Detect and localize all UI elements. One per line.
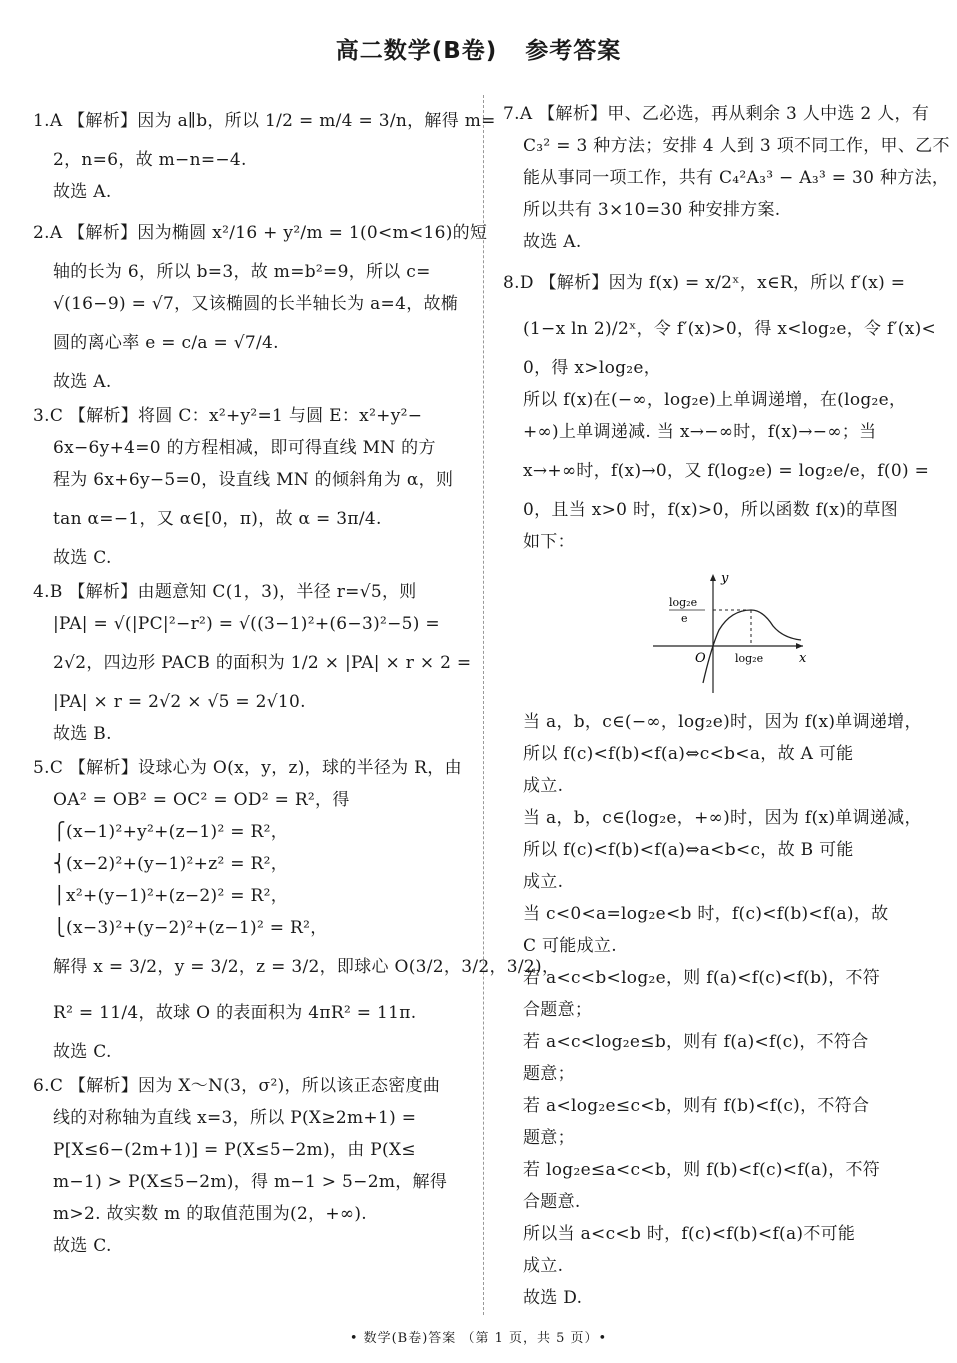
answer-line: 3.C 【解析】将圆 C：x²+y²=1 与圆 E：x²+y²− — [33, 406, 423, 426]
answer-line: 0，得 x>log₂e， — [523, 358, 662, 378]
answer-line: 6x−6y+4=0 的方程相减，即可得直线 MN 的方 — [53, 438, 436, 458]
answer-line: x→+∞时，f(x)→0，又 f(log₂e) = log₂e/e，f(0) = — [523, 461, 930, 481]
answer-4 — [33, 576, 472, 750]
answer-line: (1−x ln 2)/2ˣ，令 f′(x)>0，得 x<log₂e，令 f′(x)< — [523, 319, 937, 339]
answer-line: 能从事同一项工作，共有 C₄²A₃³ − A₃³ = 30 种方法， — [523, 168, 950, 188]
answer-line: 故选 A. — [53, 182, 112, 202]
answer-line: 解得 x = 3/2，y = 3/2，z = 3/2，即球心 O(3/2，3/2，3/2)， — [53, 957, 560, 977]
equation-system-line: ⎧(x−1)²+y²+(z−1)² = R²， — [53, 822, 289, 842]
x-axis-label: x — [799, 651, 807, 666]
answer-line: |PA| × r = 2√2 × √5 = 2√10. — [53, 692, 306, 712]
answer-line: 轴的长为 6，所以 b=3，故 m=b²=9，所以 c= — [53, 262, 431, 282]
x-axis-arrow — [796, 643, 803, 649]
answer-line: 所以当 a<c<b 时，f(c)<f(b)<f(a)不可能 — [523, 1224, 856, 1244]
y-mark-denominator: e — [681, 612, 688, 625]
answer-line: 7.A 【解析】甲、乙必选，再从剩余 3 人中选 2 人，有 — [503, 104, 930, 124]
right-column — [503, 98, 950, 1316]
answer-line: 故选 A. — [53, 372, 112, 392]
answer-line: 所以共有 3×10=30 种安排方案. — [523, 200, 781, 220]
title-sub: 参考答案 — [525, 38, 622, 64]
answer-8 — [503, 260, 937, 1314]
answer-line: 所以 f(x)在(−∞，log₂e)上单调递增，在(log₂e， — [523, 390, 907, 410]
answer-line: 若 a<log₂e≤c<b，则有 f(b)<f(c)，不符合 — [523, 1096, 870, 1116]
answer-line: 成立. — [523, 1256, 564, 1276]
answer-line: 合题意. — [523, 1192, 581, 1212]
y-axis-arrow — [710, 574, 716, 581]
answer-line: 当 a，b，c∈(−∞，log₂e)时，因为 f(x)单调递增， — [523, 712, 922, 732]
page-title — [0, 32, 957, 65]
y-axis-label: y — [721, 571, 729, 586]
answer-line: 题意； — [523, 1128, 575, 1148]
answer-line: P[X≤6−(2m+1)] = P(X≤5−2m)，由 P(X≤ — [53, 1140, 416, 1160]
answer-line: 6.C 【解析】因为 X～N(3，σ²)，所以该正态密度曲 — [33, 1076, 441, 1096]
answer-line: C 可能成立. — [523, 936, 617, 956]
answer-line: 成立. — [523, 872, 564, 892]
answer-line: 故选 C. — [53, 548, 112, 568]
answer-line: 合题意； — [523, 1000, 593, 1020]
answer-line: 所以 f(c)<f(b)<f(a)⇔c<b<a，故 A 可能 — [523, 744, 854, 764]
answer-line: 圆的离心率 e = c/a = √7/4. — [53, 333, 279, 353]
answer-line: 如下： — [523, 532, 575, 552]
answer-line: 题意； — [523, 1064, 575, 1084]
page-footer: • 数学(B卷)答案 （第 1 页，共 5 页）• — [349, 1331, 608, 1346]
answer-line: tan α=−1，又 α∈[0，π)，故 α = 3π/4. — [53, 509, 382, 529]
answer-line: 2，n=6，故 m−n=−4. — [53, 150, 247, 170]
answer-line: C₃² = 3 种方法；安排 4 人到 3 项不同工作，甲、乙不 — [523, 136, 950, 156]
answer-line: |PA| = √(|PC|²−r²) = √((3−1)²+(6−3)²−5) = — [53, 614, 440, 634]
answer-line: 故选 C. — [53, 1042, 112, 1062]
answer-line: 成立. — [523, 776, 564, 796]
answer-7 — [503, 98, 950, 258]
answer-line: 5.C 【解析】设球心为 O(x，y，z)，球的半径为 R，由 — [33, 758, 462, 778]
function-sketch — [643, 568, 813, 698]
answer-2 — [33, 210, 488, 398]
column-divider — [483, 95, 484, 1315]
equation-system-line: ⎪x²+(y−1)²+(z−2)² = R²， — [53, 886, 289, 906]
answer-3 — [33, 400, 468, 574]
answer-line: 2.A 【解析】因为椭圆 x²/16 + y²/m = 1(0<m<16)的短 — [33, 223, 488, 243]
answer-line: m>2. 故实数 m 的取值范围为(2，+∞). — [53, 1204, 368, 1224]
answer-line: 故选 B. — [53, 724, 112, 744]
answer-line: 故选 D. — [523, 1288, 583, 1308]
equation-system-line: ⎩(x−3)²+(y−2)²+(z−1)² = R²， — [53, 918, 328, 938]
answer-line: 程为 6x+6y−5=0，设直线 MN 的倾斜角为 α，则 — [53, 470, 454, 490]
answer-line: 线的对称轴为直线 x=3，所以 P(X≥2m+1) = — [53, 1108, 417, 1128]
answer-6 — [33, 1070, 468, 1262]
answer-line: m−1) > P(X≤5−2m)，得 m−1 > 5−2m，解得 — [53, 1172, 448, 1192]
answer-line: 若 a<c<log₂e≤b，则有 f(a)<f(c)，不符合 — [523, 1032, 869, 1052]
answer-line: 4.B 【解析】由题意知 C(1，3)，半径 r=√5，则 — [33, 582, 417, 602]
answer-line: 当 c<0<a=log₂e<b 时，f(c)<f(b)<f(a)，故 — [523, 904, 889, 924]
answer-line: √(16−9) = √7，又该椭圆的长半轴长为 a=4，故椭 — [53, 294, 459, 314]
x-mark-label: log₂e — [735, 652, 764, 665]
y-mark-numerator: log₂e — [669, 596, 698, 609]
answer-line: 1.A 【解析】因为 a∥b，所以 1/2 = m/4 = 3/n，解得 m= — [33, 111, 496, 131]
answer-line: R² = 11/4，故球 O 的表面积为 4πR² = 11π. — [53, 1003, 417, 1023]
answer-line: +∞)上单调递减. 当 x→−∞时，f(x)→−∞；当 — [523, 422, 877, 442]
answer-line: 所以 f(c)<f(b)<f(a)⇔a<b<c，故 B 可能 — [523, 840, 854, 860]
answer-line: 0，且当 x>0 时，f(x)>0，所以函数 f(x)的草图 — [523, 500, 899, 520]
answer-1 — [33, 98, 496, 208]
answer-line: OA² = OB² = OC² = OD² = R²，得 — [53, 790, 350, 810]
answer-line: 故选 A. — [523, 232, 582, 252]
answer-line: 当 a，b，c∈(log₂e，+∞)时，因为 f(x)单调递减， — [523, 808, 922, 828]
answer-line: 8.D 【解析】因为 f(x) = x/2ˣ，x∈R，所以 f′(x) = — [503, 273, 906, 293]
equation-system-line: ⎨(x−2)²+(y−1)²+z² = R²， — [53, 854, 289, 874]
answer-line: 故选 C. — [53, 1236, 112, 1256]
answer-line: 若 log₂e≤a<c<b，则 f(b)<f(c)<f(a)，不符 — [523, 1160, 881, 1180]
answer-line: 若 a<c<b<log₂e，则 f(a)<f(c)<f(b)，不符 — [523, 968, 881, 988]
title-main: 高二数学(B卷) — [335, 38, 498, 64]
origin-label: O — [695, 651, 706, 666]
answer-line: 2√2，四边形 PACB 的面积为 1/2 × |PA| × r × 2 = — [53, 653, 472, 673]
